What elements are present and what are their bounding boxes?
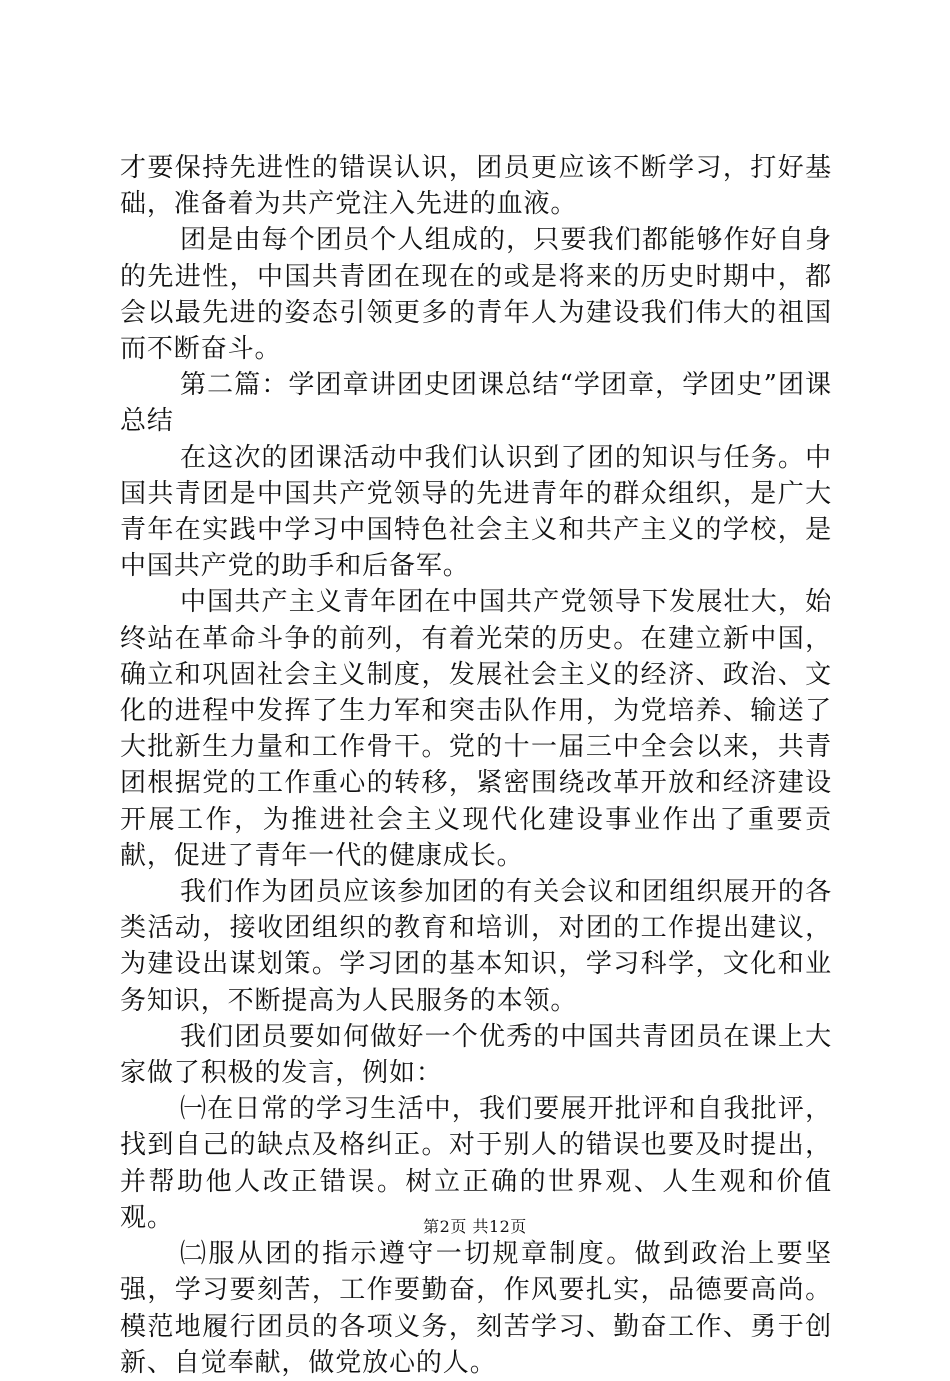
page-number-footer: 第2页 共12页 [423, 1217, 527, 1236]
paragraph-league-members: 团是由每个团员个人组成的，只要我们都能够作好自身的先进性，中国共青团在现在的或是将来的历史时期中，都会以最先进的姿态引领更多的青年人为建设我们伟大的祖国而不断奋斗。 [120, 225, 832, 365]
paragraph-continuation: 才要保持先进性的错误认识，团员更应该不断学习，打好基础，准备着为共产党注入先进的血液。 [120, 153, 832, 220]
paragraph-league-history: 中国共产主义青年团在中国共产党领导下发展壮大，始终站在革命斗争的前列，有着光荣的历史。在建立新中国，确立和巩固社会主义制度，发展社会主义的经济、政治、文化的进程中发挥了生力军和突击队作用，为党培养、输送了大批新生力量和工作骨干。党的十一届三中全会以来，共青团根据党的工作重心的转移，紧密围绕改革开放和经济建设开展工作，为推进社会主义现代化建设事业作出了重要贡献，促进了青年一代的健康成长。 [120, 587, 832, 871]
section-heading-part-two: 第二篇：学团章讲团史团课总结“学团章，学团史”团课总结 [120, 370, 832, 437]
list-item-two: ㈡服从团的指示遵守一切规章制度。做到政治上要坚强，学习要刻苦，工作要勤奋，作风要扎实，品德要高尚。模范地履行团员的各项义务，刻苦学习、勤奋工作、勇于创新、自觉奉献，做党放心的人。 [120, 1239, 832, 1378]
paragraph-discussion-intro: 我们团员要如何做好一个优秀的中国共青团员在课上大家做了积极的发言，例如： [120, 1021, 832, 1089]
paragraph-member-duties: 我们作为团员应该参加团的有关会议和团组织展开的各类活动，接收团组织的教育和培训，对团的工作提出建议，为建设出谋划策。学习团的基本知识，学习科学，文化和业务知识，不断提高为人民服务的本领。 [120, 877, 832, 1016]
paragraph-league-lesson: 在这次的团课活动中我们认识到了团的知识与任务。中国共青团是中国共产党领导的先进青年的群众组织，是广大青年在实践中学习中国特色社会主义和共产主义的学校，是中国共产党的助手和后备军。 [120, 442, 832, 582]
document-body [120, 150, 832, 1381]
list-item-one: ㈠在日常的学习生活中，我们要展开批评和自我批评，找到自己的缺点及格纠正。对于别人的错误也要及时提出，并帮助他人改正错误。树立正确的世界观、人生观和价值观。 [120, 1094, 832, 1233]
